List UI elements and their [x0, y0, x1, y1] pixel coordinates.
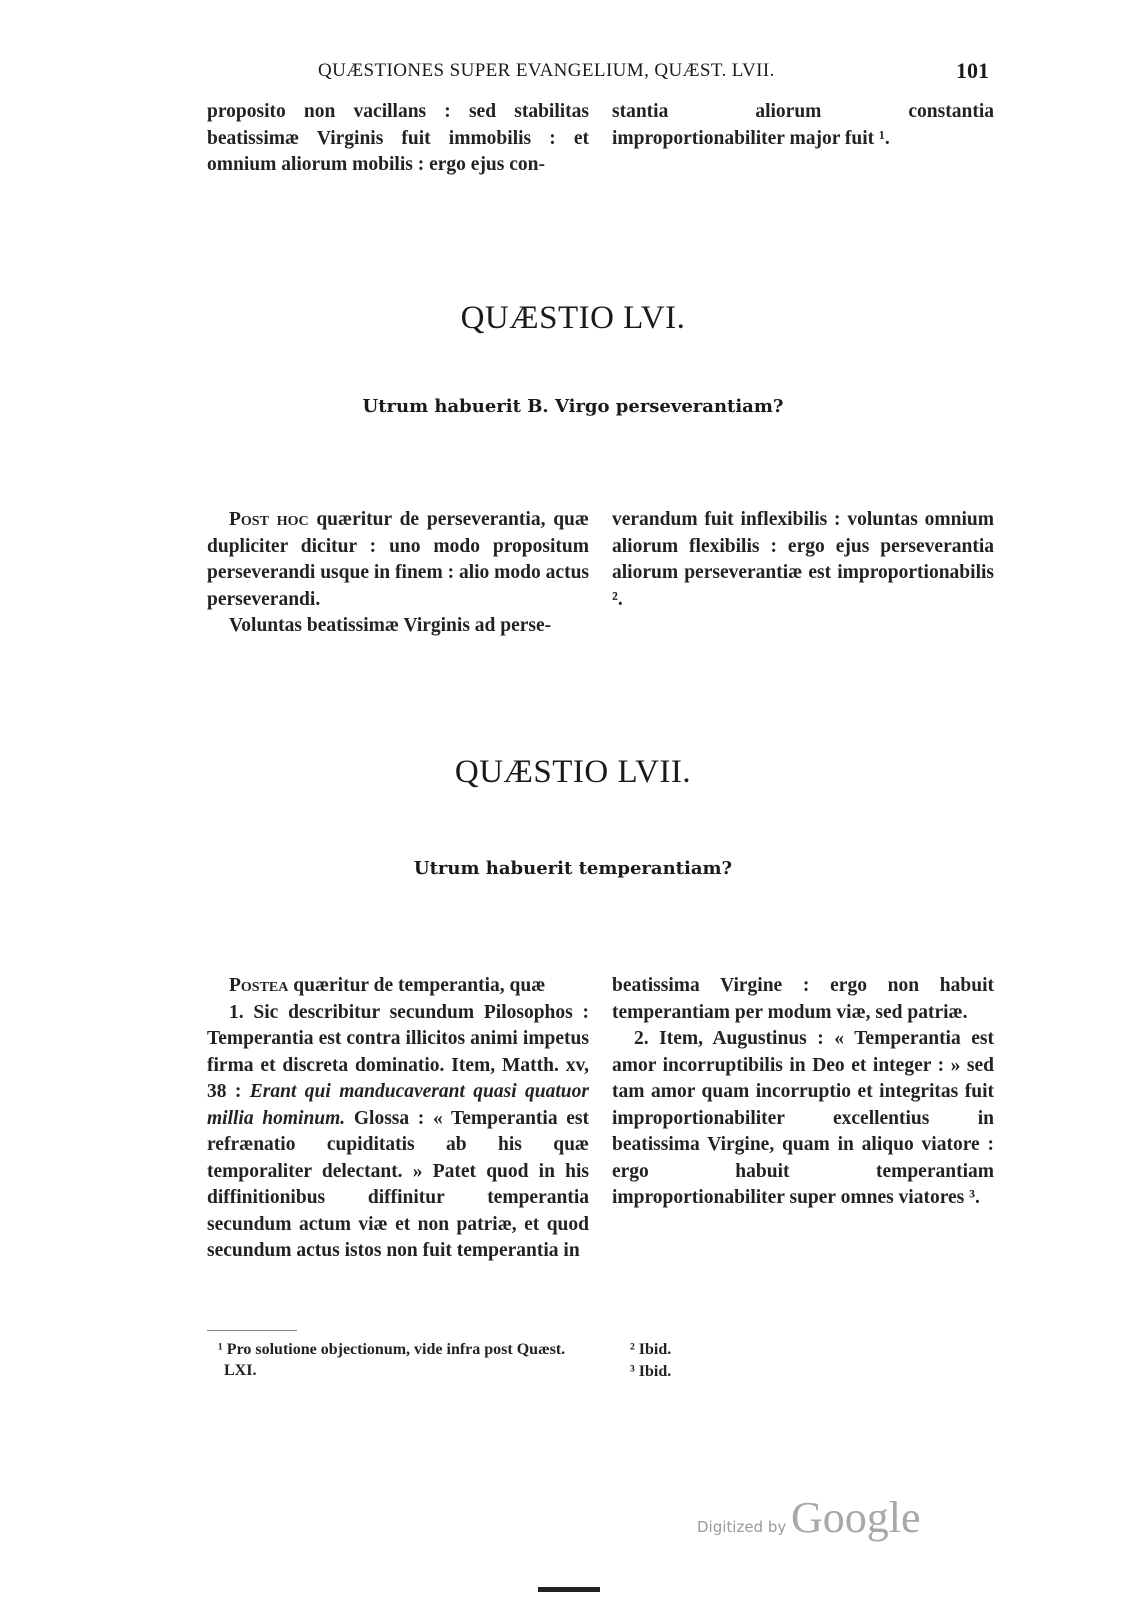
- q56-paragraph-1: [207, 507, 589, 613]
- q57-paragraph-1: [207, 1000, 589, 1265]
- q56-paragraph-1-text: quæritur de perseverantia, quæ dupliciter dicitur : uno modo propositum perseverandi usque in finem : alio modo actus perseverandi.: [207, 509, 589, 610]
- q56-paragraph-2: Voluntas beatissimæ Virginis ad perse-: [229, 615, 552, 636]
- q56-right-column: [612, 507, 994, 613]
- q57-paragraph-1-c: Glossa : « Temperantia est refrænatio cupiditatis ab his quæ temporaliter delectant. » Patet quod in his diffinitionibus diffinitur temperantia secundum actum viæ et non patriæ, et quod secundum actus istos non fuit temperantia in: [207, 1107, 589, 1261]
- footnote-2: ² Ibid.: [630, 1341, 672, 1358]
- q57-scripture-quote: Erant qui manducaverant quasi quatuor millia hominum.: [207, 1081, 589, 1129]
- q57-left-column: [207, 973, 589, 1265]
- watermark-prefix: Digitized by: [697, 1518, 787, 1536]
- footnote-1: ¹ Pro solutione objectionum, vide infra post Quæst. LXI.: [218, 1341, 566, 1379]
- q57-right-paragraph-2: 2. Item, Augustinus : « Temperantia est amor incorruptibilis in Deo et integer : » sed tam amor quam incorruptio et integritas fuit improportionabiliter excellentius in beatissima Virgine, quam in aliquo viatore : ergo habuit temperantiam improportionabiliter super omnes viatores ³.: [612, 1028, 994, 1208]
- top-left-text: proposito non vacillans : sed stabilitas beatissimæ Virginis fuit immobilis : et omnium aliorum mobilis : ergo ejus con-: [207, 101, 589, 175]
- q57-paragraph-1-a: 1. Sic describitur secundum Pilosophos : Temperantia est contra illicitos animi impetus firma et discreta dominatio. Item, Matth. xv, 38 :: [207, 1001, 589, 1102]
- question-56-title: QUÆSTIO LVI.: [460, 300, 686, 336]
- footnote-3: ³ Ibid.: [630, 1363, 672, 1380]
- q56-right-text: verandum fuit inflexibilis : voluntas omnium aliorum flexibilis : ergo ejus perseverantia aliorum perseverantiæ est improportionabilis ².: [612, 509, 994, 610]
- q56-lead-words: Post hoc: [229, 509, 309, 530]
- q57-intro-text: quæritur de temperantia, quæ: [288, 975, 546, 996]
- google-logo-text: Google: [791, 1493, 921, 1542]
- q57-right-paragraph-1: beatissima Virgine : ergo non habuit temperantiam per modum viæ, sed patriæ.: [612, 975, 994, 1023]
- top-right-text: stantia aliorum constantia improportionabiliter major fuit ¹.: [612, 101, 994, 149]
- page-number: 101: [956, 58, 989, 83]
- running-head: QUÆSTIONES SUPER EVANGELIUM, QUÆST. LVII.: [318, 60, 775, 81]
- top-right-column: [612, 99, 994, 152]
- question-57-title: QUÆSTIO LVII.: [454, 754, 692, 790]
- q57-paragraph-intro: [207, 973, 589, 1000]
- footnote-rule: [207, 1330, 297, 1331]
- question-56-subtitle: Utrum habuerit B. Virgo perseverantiam?: [362, 396, 784, 417]
- q57-right-column: [612, 973, 994, 1212]
- top-left-column: [207, 99, 589, 179]
- question-57-subtitle: Utrum habuerit temperantiam?: [413, 858, 733, 879]
- q56-left-column: [207, 507, 589, 640]
- scan-edge-mark: [538, 1587, 600, 1592]
- google-digitized-watermark: [697, 1493, 937, 1546]
- q57-lead-word: Postea: [229, 975, 289, 996]
